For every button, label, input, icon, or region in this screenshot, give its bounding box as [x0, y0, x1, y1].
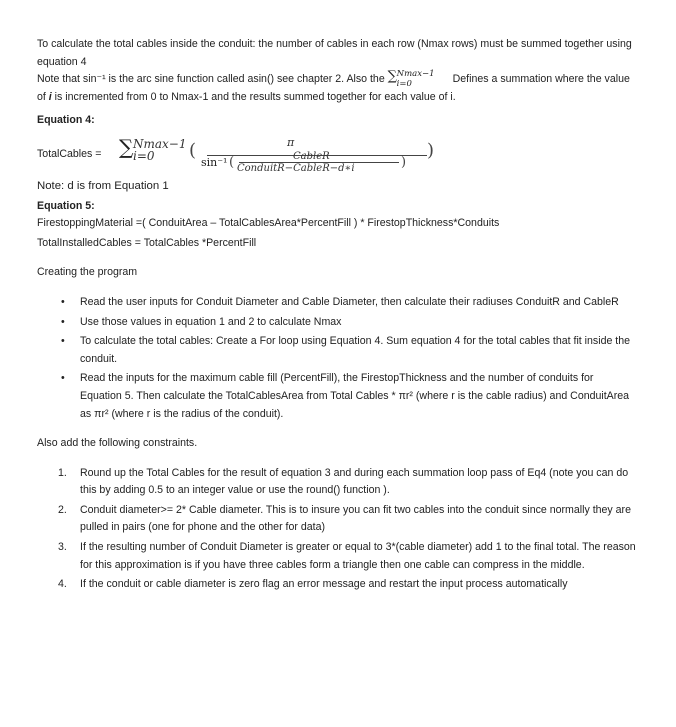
fraction-numerator: π: [287, 135, 295, 149]
equation-4-formula: [37, 136, 637, 176]
list-item-text: If the conduit or cable diameter is zero flag an error message and restart the input process automatically: [80, 578, 568, 591]
sigma-symbol: ∑: [119, 134, 134, 159]
list-item: [37, 539, 637, 574]
intro-text-c: is incremented from 0 to Nmax-1 and the results summed together for each value of i.: [51, 90, 456, 103]
bullet-icon: •: [61, 295, 65, 308]
right-paren: ): [427, 139, 435, 161]
list-item-text: To calculate the total cables: Create a For loop using Equation 4. Sum equation 4 for the total cables that fit inside the conduit.: [80, 335, 631, 365]
list-item: [37, 333, 637, 368]
list-item-text: If the resulting number of Conduit Diameter is greater or equal to 3*(cable diameter) add 1 to the final total. The reason for this approximation is if you have three cables form a triangle then one cable can compress in the middle.: [80, 541, 636, 571]
list-number: 3.: [58, 541, 67, 554]
list-number: 2.: [58, 503, 67, 516]
list-item: [37, 294, 637, 312]
list-item-text: Read the inputs for the maximum cable fill (PercentFill), the FirestopThickness and the number of conduits for Equation 5. Then calculate the TotalCablesArea from Total Cables * πr² (where r is the cable radius) and ConduitArea as πr² (where r is the radius of the conduit).: [80, 372, 630, 420]
inner-left-paren: (: [229, 154, 235, 170]
list-item: [37, 370, 637, 423]
inner-right-paren: ): [401, 154, 407, 170]
bullet-icon: •: [61, 335, 65, 348]
intro-paragraph-1: To calculate the total cables inside the conduit: the number of cables in each row (Nmax rows) must be summed together using equation 4: [37, 38, 632, 68]
list-item-text: Conduit diameter>= 2* Cable diameter. This is to insure you can fit two cables into the conduit since normally they are pulled in pairs (one for phone and the other for data): [80, 503, 631, 534]
inline-summation: [387, 69, 450, 90]
equation-4-label: TotalCables =: [37, 147, 102, 160]
sum-upper-limit: Nmax−1: [133, 136, 187, 151]
list-number: 4.: [58, 578, 67, 591]
constraints-list: [37, 465, 637, 594]
bullet-icon: •: [61, 315, 65, 328]
intro-var-i: i: [48, 90, 52, 103]
inline-sum-lower: i=0: [396, 79, 412, 90]
equation-5-line-2: TotalInstalledCables = TotalCables *PercentFill: [37, 236, 257, 249]
left-paren: (: [189, 139, 197, 161]
list-item-text: Read the user inputs for Conduit Diameter and Cable Diameter, then calculate their radiuses ConduitR and CableR: [80, 295, 619, 308]
arcsine-operator: sin⁻¹: [201, 155, 228, 169]
sigma-symbol: ∑: [387, 69, 397, 85]
list-number: 1.: [58, 466, 67, 479]
inner-denominator: ConduitR−CableR−d∗i: [237, 162, 355, 174]
program-steps: [37, 294, 637, 423]
sum-lower-limit: i=0: [133, 148, 155, 163]
intro-paragraph-2: [37, 71, 637, 106]
equation-5-heading: Equation 5:: [37, 199, 95, 212]
equation-4-note: Note: d is from Equation 1: [37, 179, 169, 192]
program-heading: Creating the program: [37, 266, 138, 279]
list-item: [37, 502, 637, 537]
list-item-text: Round up the Total Cables for the result of equation 3 and during each summation loop pass of Eq4 (note you can do this by adding 0.5 to an integer value or use the round() function ).: [80, 466, 629, 497]
list-item: [37, 465, 637, 500]
intro-text-a: Note that sin⁻¹ is the arc sine function called asin() see chapter 2. Also the: [37, 73, 388, 86]
intro-text-b: Defines a summation where the value of: [37, 73, 630, 103]
equation-4-heading: Equation 4:: [37, 114, 95, 127]
inner-numerator: CableR: [293, 150, 330, 162]
inline-sum-upper: Nmax−1: [396, 69, 435, 80]
list-item: [37, 314, 637, 332]
document-page: [37, 36, 637, 596]
list-item: [37, 576, 637, 594]
list-item-text: Use those values in equation 1 and 2 to calculate Nmax: [80, 315, 342, 328]
constraints-heading: Also add the following constraints.: [37, 437, 198, 450]
equation-5-line-1: FirestoppingMaterial =( ConduitArea – TotalCablesArea*PercentFill ) * FirestopThickness*Conduits: [37, 217, 500, 230]
bullet-icon: •: [61, 372, 65, 385]
